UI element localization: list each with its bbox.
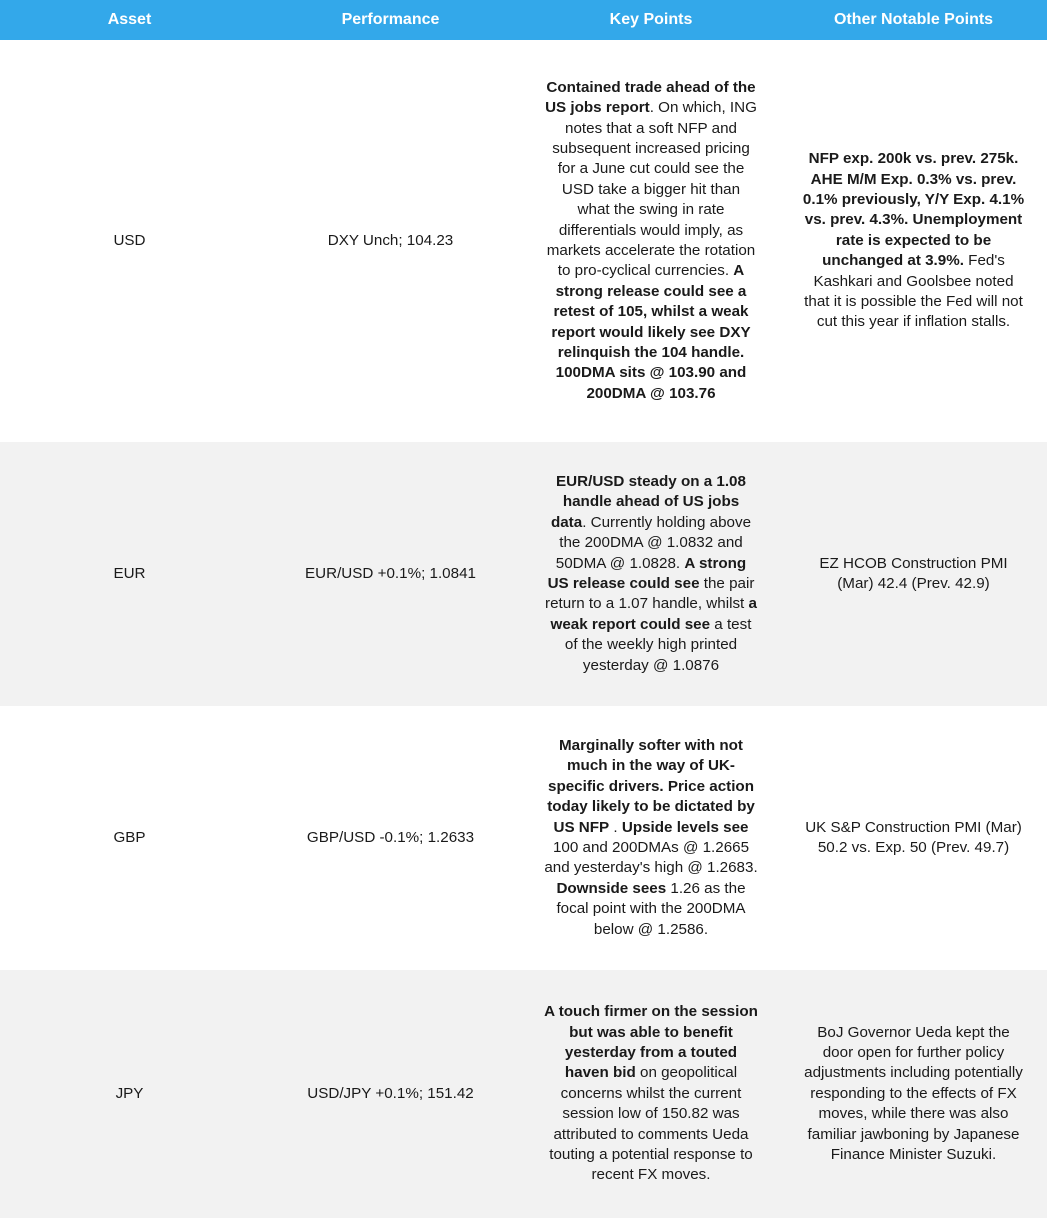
asset-cell: EUR xyxy=(0,442,259,706)
other-points-cell xyxy=(780,442,1047,706)
key-points-cell xyxy=(522,706,780,970)
performance-cell: DXY Unch; 104.23 xyxy=(327,231,454,249)
table-row xyxy=(0,970,1047,1218)
key-points-cell xyxy=(522,40,780,442)
bold-text-segment: A strong release could see a retest of 105, whilst a weak report would likely see DXY relinquish the 104 handle. 100DMA sits @ 103.90 and 200DMA @ 103.76 xyxy=(551,262,751,402)
key-points-cell xyxy=(522,970,780,1218)
header-key-points: Key Points xyxy=(522,0,780,40)
text-segment: EZ HCOB Construction PMI (Mar) 42.4 (Prev. 42.9) xyxy=(819,554,1008,592)
text-segment: on geopolitical concerns whilst the current session low of 150.82 was attributed to comments Ueda touting a potential response to recent FX moves. xyxy=(549,1064,753,1184)
bold-text-segment: NFP exp. 200k vs. prev. 275k. AHE M/M Exp. 0.3% vs. prev. 0.1% previously, Y/Y Exp. 4.1% vs. prev. 4.3%. Unemployment rate is expected to be unchanged at 3.9%. xyxy=(802,150,1025,270)
asset-cell: JPY xyxy=(0,970,259,1218)
text-segment: 1.26 as the focal point with the 200DMA below @ 1.2586. xyxy=(556,879,746,938)
bold-text-segment: Marginally softer with not much in the way of UK-specific drivers. Price action today likely to be dictated by US NFP xyxy=(547,736,755,836)
performance-cell: EUR/USD +0.1%; 1.0841 xyxy=(259,442,522,706)
table-row xyxy=(0,442,1047,706)
performance-cell: GBP/USD -0.1%; 1.2633 xyxy=(306,828,475,846)
other-points-cell xyxy=(780,970,1047,1218)
text-segment: . Currently holding above the 200DMA @ 1.0832 and 50DMA @ 1.0828. xyxy=(555,513,752,572)
text-segment: the pair return to a 1.07 handle, whilst xyxy=(545,575,755,613)
bold-text-segment: a weak report could see xyxy=(550,595,757,633)
text-segment: . xyxy=(609,818,622,836)
text-segment: BoJ Governor Ueda kept the door open for further policy adjustments including potentially responding to the effects of FX moves, while there was also familiar jawboning by Japanese Finance Minister Suzuki. xyxy=(804,1023,1023,1164)
bold-text-segment: A touch firmer on the session but was able to benefit yesterday from a touted haven bid xyxy=(544,1003,758,1082)
table-header xyxy=(0,0,1047,40)
asset-cell: GBP xyxy=(113,828,146,846)
text-segment: a test of the weekly high printed yesterday @ 1.0876 xyxy=(564,615,752,674)
header-asset: Asset xyxy=(0,0,259,40)
header-other-notable-points: Other Notable Points xyxy=(780,0,1047,40)
table-body xyxy=(0,40,1047,1218)
header-performance: Performance xyxy=(259,0,522,40)
text-segment: 100 and 200DMAs @ 1.2665 and yesterday's high @ 1.2683. xyxy=(544,839,758,877)
bold-text-segment: EUR/USD steady on a 1.08 handle ahead of US jobs data xyxy=(550,472,746,531)
text-segment: UK S&P Construction PMI (Mar) 50.2 vs. Exp. 50 (Prev. 49.7) xyxy=(805,818,1022,856)
other-points-cell xyxy=(780,706,1047,970)
bold-text-segment: Downside sees xyxy=(556,879,667,897)
asset-cell: USD xyxy=(113,231,146,249)
bold-text-segment: A strong US release could see xyxy=(547,554,747,592)
text-segment: Fed's Kashkari and Goolsbee noted that it is possible the Fed will not cut this year if inflation stalls. xyxy=(804,252,1023,331)
performance-cell: USD/JPY +0.1%; 151.42 xyxy=(259,970,522,1218)
other-points-cell xyxy=(780,40,1047,442)
bold-text-segment: Contained trade ahead of the US jobs report xyxy=(545,78,756,117)
text-segment: . On which, ING notes that a soft NFP and subsequent increased pricing for a June cut could see the USD take a bigger hit than what the swing in rate differentials would imply, as markets accelerate the rotation to pro-cyclical currencies. xyxy=(546,99,757,280)
key-points-cell xyxy=(522,442,780,706)
bold-text-segment: Upside levels see xyxy=(621,818,749,836)
table-row xyxy=(0,40,1047,442)
header-row xyxy=(0,0,1047,40)
table-row xyxy=(0,706,1047,970)
